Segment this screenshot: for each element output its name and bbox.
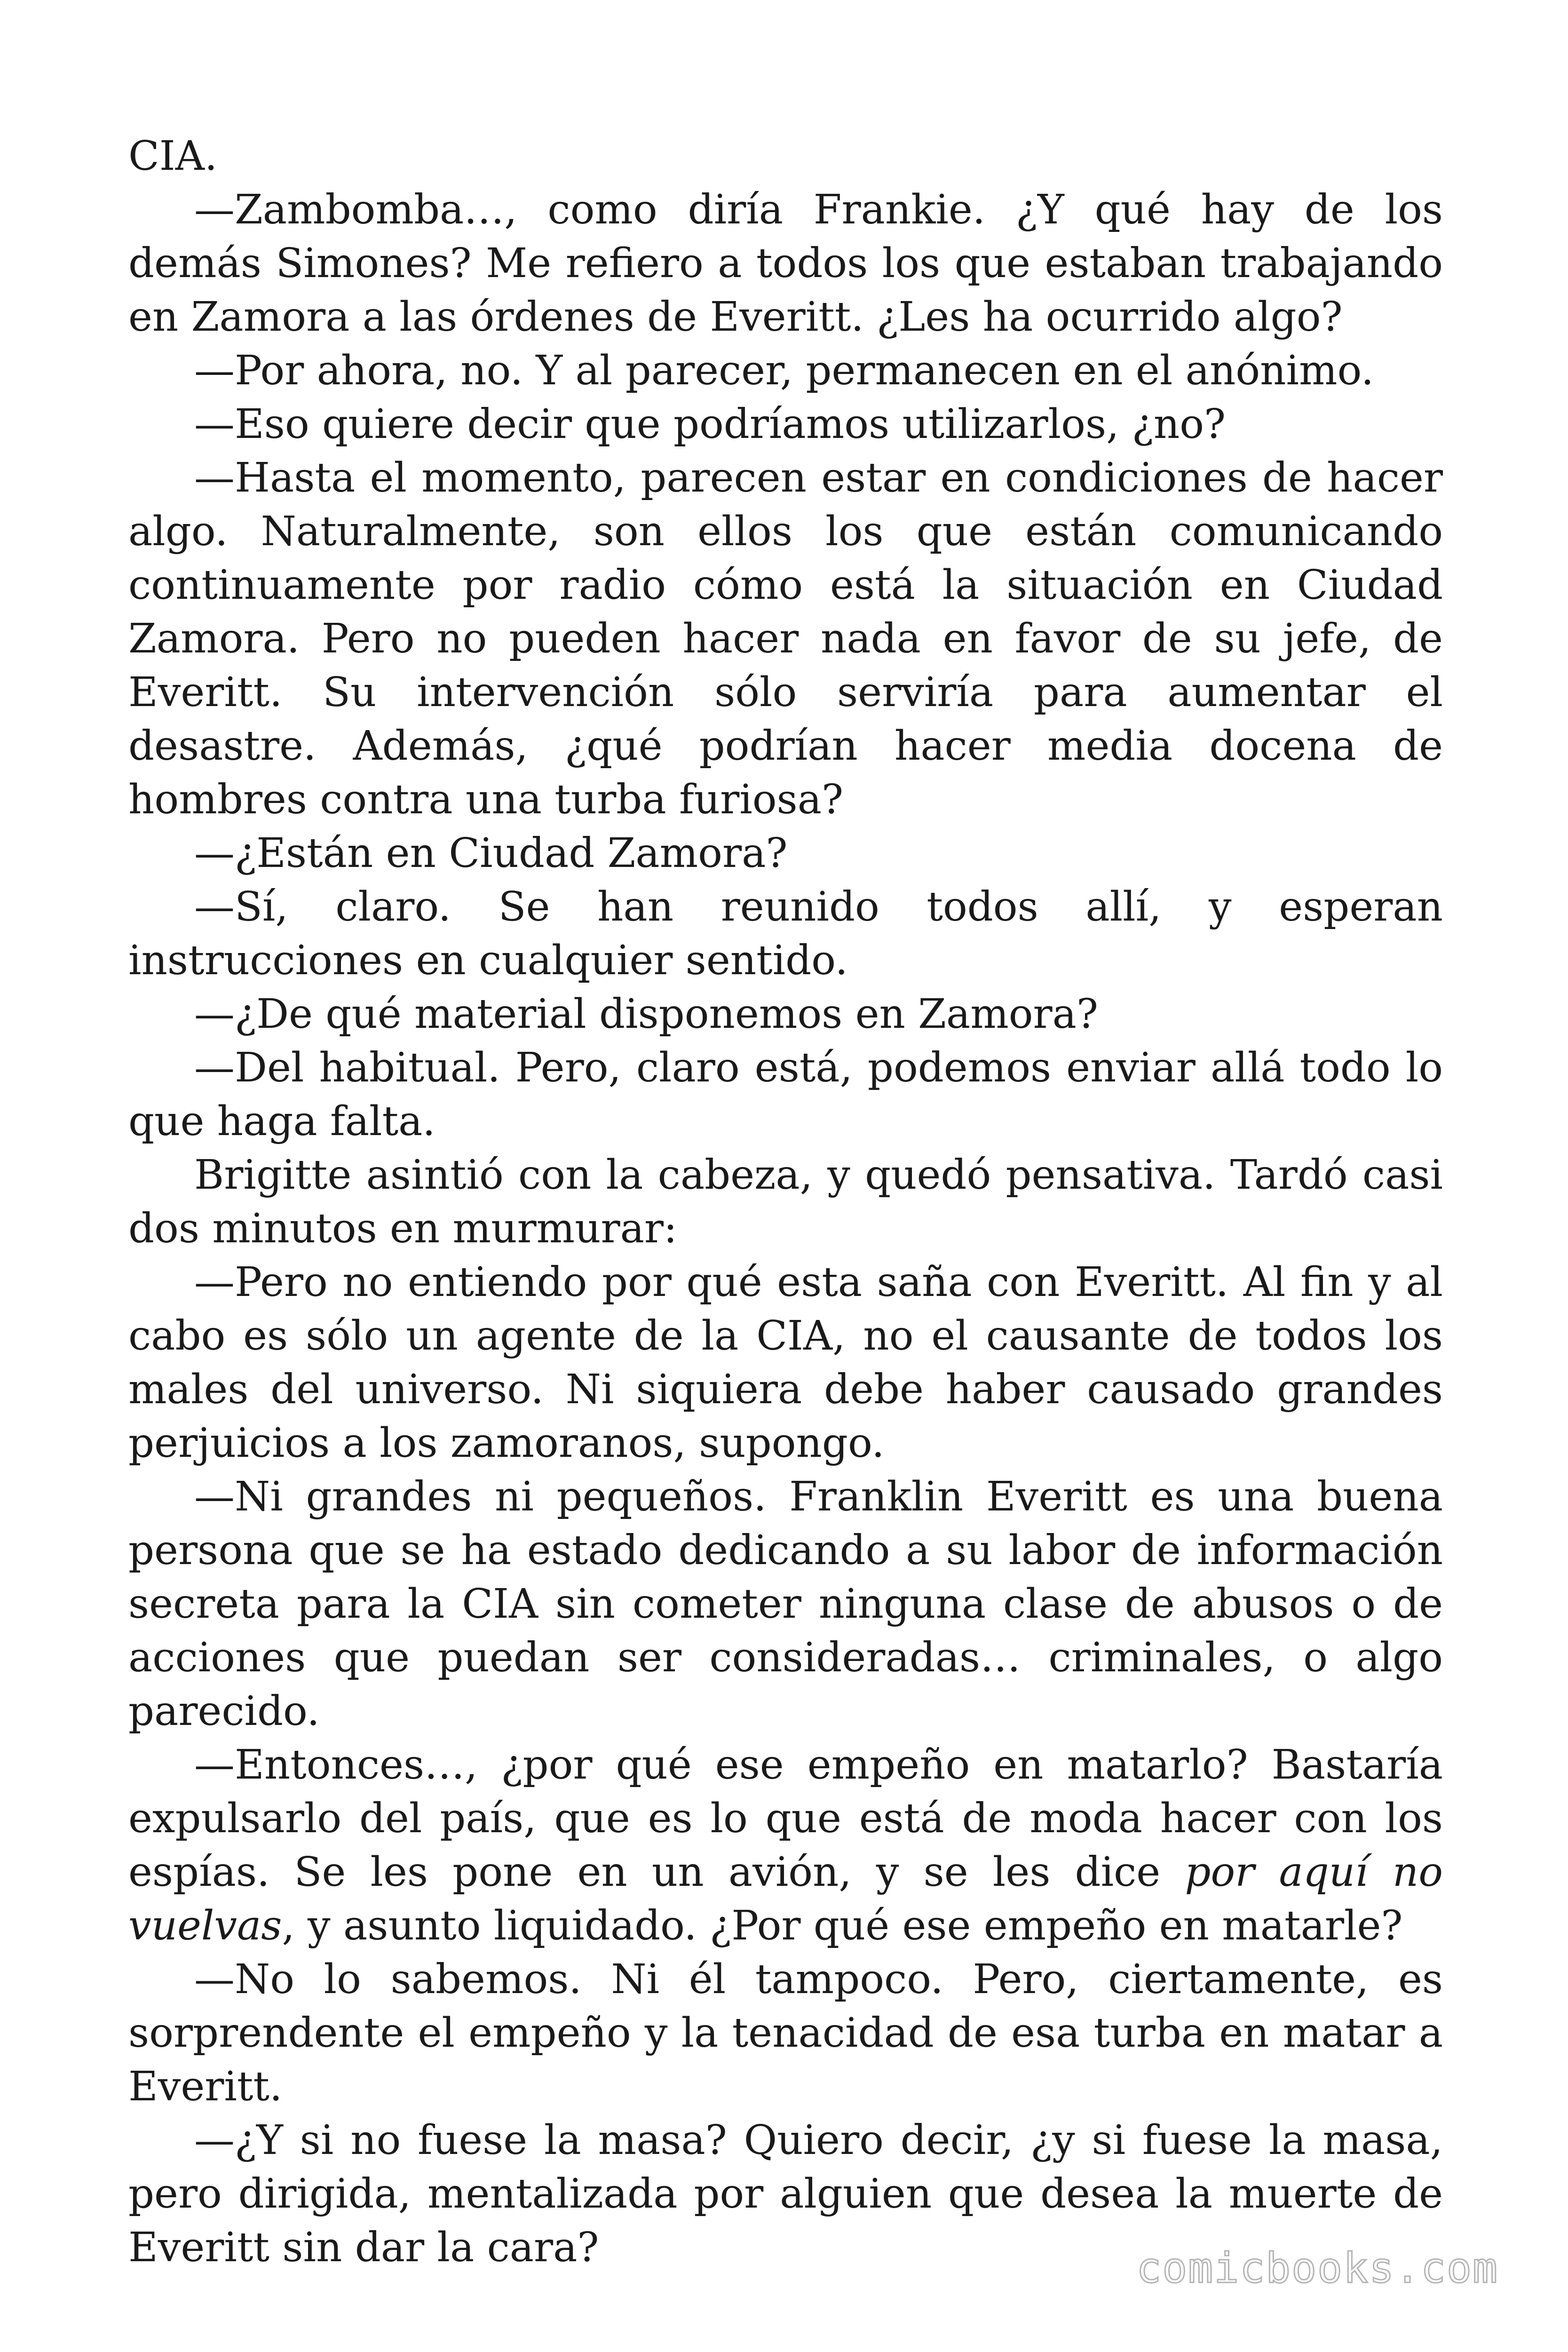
paragraph-13-start: —Entonces…, ¿por qué ese empeño en matarlo? Bastaría expulsarlo del país, que es lo que está de moda hacer con los espías. Se les pone en un avión, y se les dice [128,1741,1443,1896]
paragraph-4: —Eso quiere decir que podríamos utilizarlos, ¿no? [194,401,1226,448]
paragraph-13 [128,1738,1443,1953]
paragraph-1: CIA. [128,133,218,180]
paragraph-12: —Ni grandes ni pequeños. Franklin Everitt es una buena persona que se ha estado dedicando a su labor de información secreta para la CIA sin cometer ninguna clase de abusos o de acciones que puedan ser consideradas… criminales, o algo parecido. [128,1473,1443,1735]
italic-phrase: por aquí no vuelvas [128,1849,1443,1949]
paragraph-2: —Zambomba…, como diría Frankie. ¿Y qué hay de los demás Simones? Me refiero a todos los que estaban trabajando en Zamora a las órdenes de Everitt. ¿Les ha ocurrido algo? [128,186,1443,341]
paragraph-13-end: , y asunto liquidado. ¿Por qué ese empeño en matarle? [282,1902,1403,1949]
page-body-text [128,129,1443,2274]
paragraph-10: Brigitte asintió con la cabeza, y quedó pensativa. Tardó casi dos minutos en murmurar: [128,1152,1443,1252]
paragraph-6: —¿Están en Ciudad Zamora? [194,830,788,877]
paragraph-8: —¿De qué material disponemos en Zamora? [194,991,1099,1038]
paragraph-5: —Hasta el momento, parecen estar en condiciones de hacer algo. Naturalmente, son ellos los que están comunicando continuamente por radio cómo está la situación en Ciudad Zamora. Pero no pueden hacer nada en favor de su jefe, de Everitt. Su intervención sólo serviría para aumentar el desastre. Además, ¿qué podrían hacer media docena de hombres contra una turba furiosa? [128,454,1443,823]
paragraph-3: —Por ahora, no. Y al parecer, permanecen en el anónimo. [194,347,1374,394]
paragraph-9: —Del habitual. Pero, claro está, podemos enviar allá todo lo que haga falta. [128,1044,1443,1145]
paragraph-15: —¿Y si no fuese la masa? Quiero decir, ¿y si fuese la masa, pero dirigida, mentalizada por alguien que desea la muerte de Everitt sin dar la cara? [128,2117,1443,2271]
paragraph-14: —No lo sabemos. Ni él tampoco. Pero, ciertamente, es sorprendente el empeño y la tenacidad de esa turba en matar a Everitt. [128,1956,1443,2110]
paragraph-7: —Sí, claro. Se han reunido todos allí, y esperan instrucciones en cualquier sentido. [128,883,1443,984]
paragraph-11: —Pero no entiendo por qué esta saña con Everitt. Al fin y al cabo es sólo un agente de la CIA, no el causante de todos los males del universo. Ni siquiera debe haber causado grandes perjuicios a los zamoranos, supongo. [128,1259,1443,1467]
watermark-text: comicbooks.com [1136,2244,1498,2292]
